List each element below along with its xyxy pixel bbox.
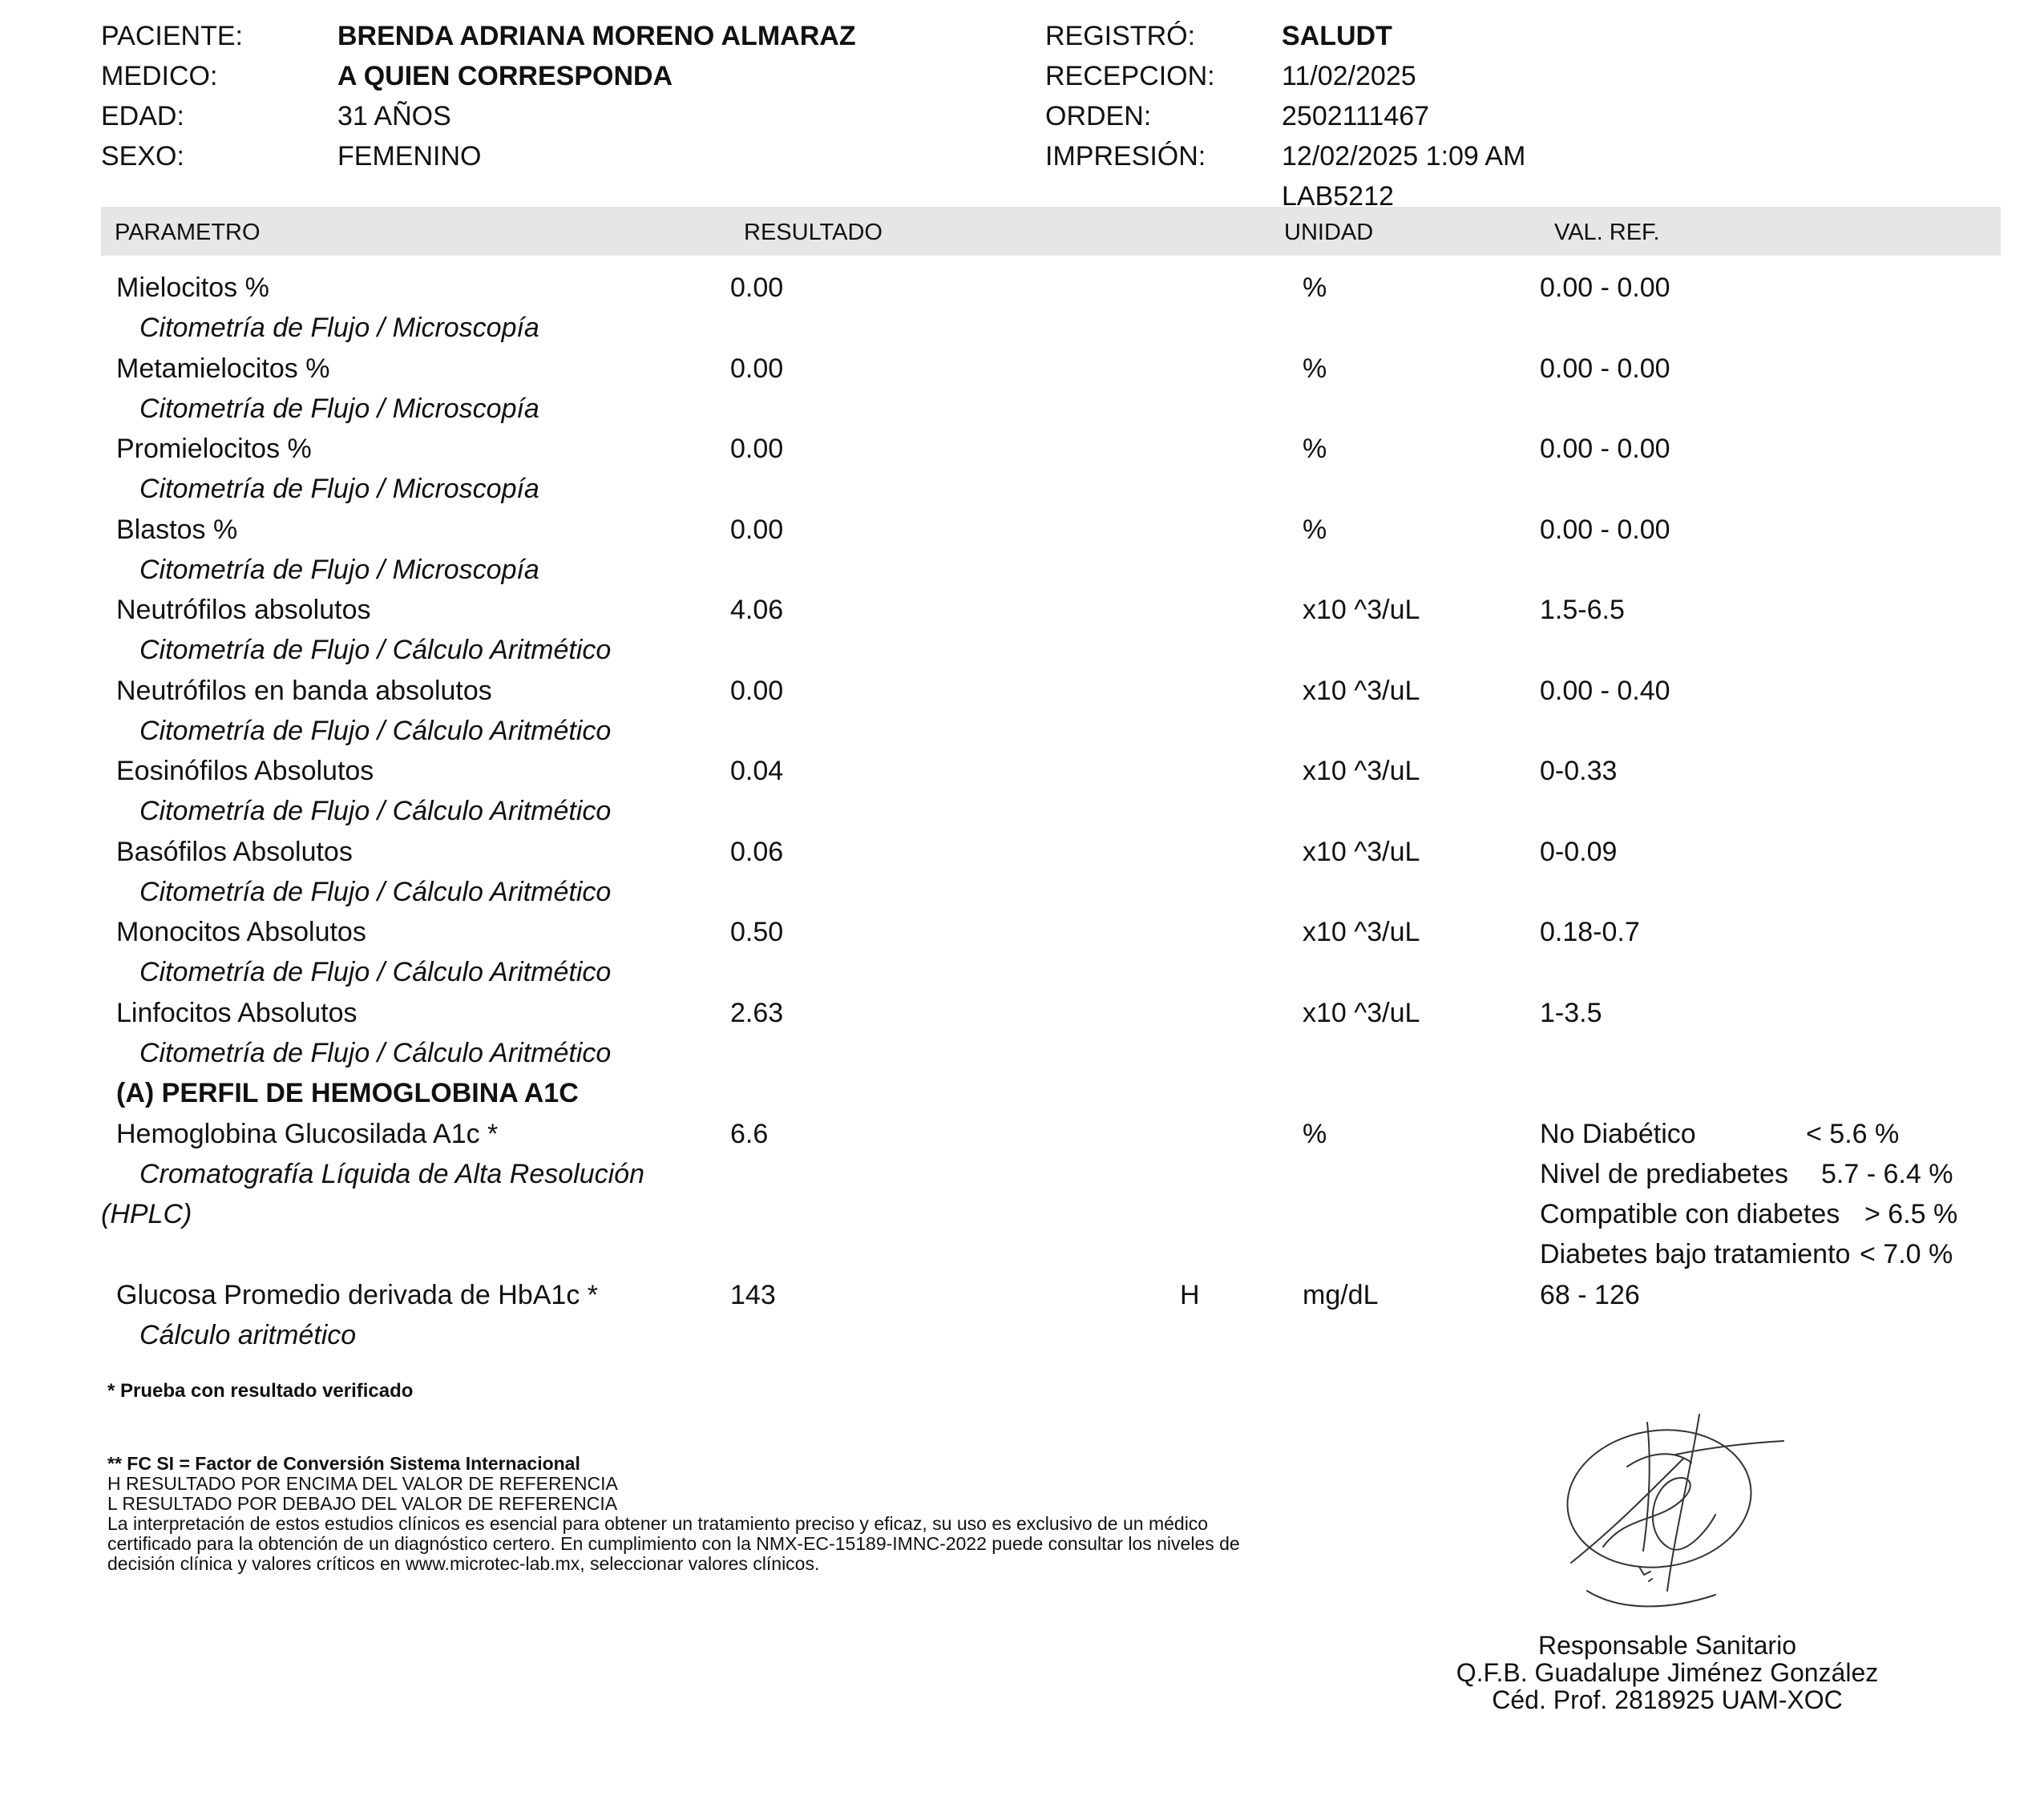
reception-label: RECEPCION: <box>1045 61 1215 91</box>
result-value: 0.00 <box>730 353 784 384</box>
print-value: 12/02/2025 1:09 AM <box>1282 141 1526 172</box>
signature-block <box>1411 1632 1924 1713</box>
method: Citometría de Flujo / Cálculo Aritmético <box>139 877 612 907</box>
column-header-unidad: UNIDAD <box>1284 220 1374 245</box>
sex-value: FEMENINO <box>337 141 482 172</box>
param-name: Mielocitos % <box>116 272 269 303</box>
lab-code: LAB5212 <box>1282 181 1394 212</box>
reference-value: < 5.6 % <box>1806 1119 1900 1149</box>
param-name: Hemoglobina Glucosilada A1c * <box>116 1119 499 1149</box>
reference-label: Compatible con diabetes <box>1540 1199 1840 1229</box>
param-name: Linfocitos Absolutos <box>116 998 357 1028</box>
column-header-val-ref: VAL. REF. <box>1554 220 1660 245</box>
verified-note: * Prueba con resultado verificado <box>107 1380 414 1402</box>
method: Citometría de Flujo / Microscopía <box>139 555 539 585</box>
high-flag: H <box>1180 1280 1200 1310</box>
fc-si-note: ** FC SI = Factor de Conversión Sistema Internacional <box>107 1453 580 1474</box>
patient-name: BRENDA ADRIANA MORENO ALMARAZ <box>337 21 856 51</box>
footnotes <box>107 1454 1240 1574</box>
reference-range: 0.00 - 0.00 <box>1540 272 1670 303</box>
result-value: 0.00 <box>730 515 784 545</box>
reference-label: Nivel de prediabetes <box>1540 1159 1788 1189</box>
reference-range: 68 - 126 <box>1540 1280 1640 1310</box>
param-name: Monocitos Absolutos <box>116 917 366 947</box>
param-name: Glucosa Promedio derivada de HbA1c * <box>116 1280 598 1310</box>
result-value: 0.06 <box>730 837 784 867</box>
unit: % <box>1303 434 1327 464</box>
signer-license: Céd. Prof. 2818925 UAM-XOC <box>1492 1685 1843 1714</box>
unit: x10 ^3/uL <box>1303 917 1420 947</box>
method: Citometría de Flujo / Microscopía <box>139 393 539 424</box>
result-value: 0.00 <box>730 676 784 706</box>
reference-value: < 7.0 % <box>1860 1239 1953 1269</box>
sex-label: SEXO: <box>101 141 184 172</box>
method: Citometría de Flujo / Microscopía <box>139 474 539 504</box>
table-header-bar <box>101 207 2001 256</box>
reference-range: 0.00 - 0.00 <box>1540 353 1670 384</box>
method: Cálculo aritmético <box>139 1320 357 1350</box>
signer-role: Responsable Sanitario <box>1538 1631 1796 1660</box>
reference-range: 0-0.09 <box>1540 837 1618 867</box>
reception-value: 11/02/2025 <box>1282 61 1416 91</box>
reference-value: 5.7 - 6.4 % <box>1821 1159 1953 1189</box>
result-value: 2.63 <box>730 998 784 1028</box>
reference-label: No Diabético <box>1540 1119 1696 1149</box>
unit: mg/dL <box>1303 1280 1379 1310</box>
result-value: 0.00 <box>730 272 784 303</box>
method: Citometría de Flujo / Cálculo Aritmético <box>139 716 612 746</box>
result-value: 0.04 <box>730 756 784 786</box>
reference-value: > 6.5 % <box>1864 1199 1958 1229</box>
unit: % <box>1303 272 1327 303</box>
unit: % <box>1303 1119 1327 1149</box>
param-name: Blastos % <box>116 515 238 545</box>
registered-label: REGISTRÓ: <box>1045 21 1196 51</box>
reference-range: 0.00 - 0.00 <box>1540 515 1670 545</box>
order-label: ORDEN: <box>1045 101 1152 131</box>
param-name: Metamielocitos % <box>116 353 330 384</box>
unit: x10 ^3/uL <box>1303 595 1420 625</box>
print-label: IMPRESIÓN: <box>1045 141 1206 172</box>
order-value: 2502111467 <box>1282 101 1430 131</box>
param-name: Basófilos Absolutos <box>116 837 353 867</box>
unit: x10 ^3/uL <box>1303 837 1420 867</box>
column-header-resultado: RESULTADO <box>744 220 883 245</box>
signer-name: Q.F.B. Guadalupe Jiménez González <box>1456 1658 1879 1687</box>
age-value: 31 AÑOS <box>337 101 451 131</box>
disclaimer-line: La interpretación de estos estudios clínicos es esencial para obtener un tratamiento preciso y eficaz, su uso es exclusivo de un médico <box>107 1513 1209 1534</box>
unit: % <box>1303 353 1327 384</box>
age-label: EDAD: <box>101 101 184 131</box>
result-value: 0.00 <box>730 434 784 464</box>
reference-range: 0.00 - 0.40 <box>1540 676 1670 706</box>
handwritten-signature <box>1555 1411 1796 1619</box>
method-continued: (HPLC) <box>101 1199 192 1229</box>
l-result-note: L RESULTADO POR DEBAJO DEL VALOR DE REFERENCIA <box>107 1493 618 1514</box>
column-header-parametro: PARAMETRO <box>115 220 261 245</box>
disclaimer-line: certificado para la obtención de un diagnóstico certero. En cumplimiento con la NMX-EC-15189-IMNC-2022 puede consultar los niveles de <box>107 1533 1240 1554</box>
method: Cromatografía Líquida de Alta Resolución <box>139 1159 644 1189</box>
result-value: 6.6 <box>730 1119 769 1149</box>
h-result-note: H RESULTADO POR ENCIMA DEL VALOR DE REFERENCIA <box>107 1473 618 1494</box>
reference-range: 1.5-6.5 <box>1540 595 1625 625</box>
result-value: 143 <box>730 1280 776 1310</box>
method: Citometría de Flujo / Cálculo Aritmético <box>139 957 612 987</box>
reference-range: 1-3.5 <box>1540 998 1602 1028</box>
method: Citometría de Flujo / Cálculo Aritmético <box>139 1038 612 1068</box>
registered-value: SALUDT <box>1282 21 1392 51</box>
unit: x10 ^3/uL <box>1303 998 1420 1028</box>
disclaimer-line: decisión clínica y valores críticos en www.microtec-lab.mx, seleccionar valores clínicos. <box>107 1553 820 1574</box>
param-name: Promielocitos % <box>116 434 312 464</box>
reference-range: 0.00 - 0.00 <box>1540 434 1670 464</box>
reference-range: 0.18-0.7 <box>1540 917 1640 947</box>
unit: % <box>1303 515 1327 545</box>
reference-label: Diabetes bajo tratamiento <box>1540 1239 1851 1269</box>
param-name: Neutrófilos absolutos <box>116 595 371 625</box>
method: Citometría de Flujo / Cálculo Aritmético <box>139 796 612 826</box>
unit: x10 ^3/uL <box>1303 756 1420 786</box>
param-name: Neutrófilos en banda absolutos <box>116 676 492 706</box>
param-name: Eosinófilos Absolutos <box>116 756 374 786</box>
method: Citometría de Flujo / Microscopía <box>139 313 539 343</box>
reference-range: 0-0.33 <box>1540 756 1618 786</box>
patient-label: PACIENTE: <box>101 21 243 51</box>
section-title: (A) PERFIL DE HEMOGLOBINA A1C <box>116 1078 579 1108</box>
result-value: 4.06 <box>730 595 784 625</box>
result-value: 0.50 <box>730 917 784 947</box>
doctor-label: MEDICO: <box>101 61 218 91</box>
doctor-name: A QUIEN CORRESPONDA <box>337 61 673 91</box>
unit: x10 ^3/uL <box>1303 676 1420 706</box>
method: Citometría de Flujo / Cálculo Aritmético <box>139 635 612 665</box>
